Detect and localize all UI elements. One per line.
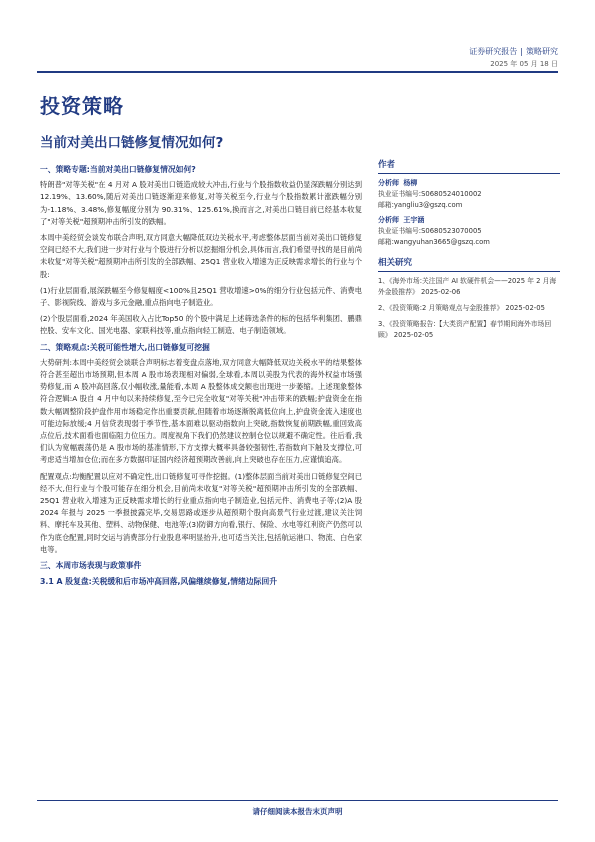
cert-number: S0680523070005 <box>421 227 482 235</box>
author-role: 分析师 <box>378 179 399 187</box>
footer-disclaimer: 请仔细阅读本报告末页声明 <box>252 807 343 816</box>
footer-rule <box>37 800 558 801</box>
header-separator: | <box>520 47 523 56</box>
section-1-paragraph-1: 特朗普"对等关税"在 4 月对 A 股对美出口链造成较大冲击,行业与个股指数收益仍显深跌幅分别达到 12.19%、13.60%,随后对美出口链逐渐迎来修复,对等关税至今,行业与个股指数累计涨跌幅分别为-1.18%、3.48%,修复幅度分别为 90.31%、125.61%,换而言之,对美出口链目前已经基本收复了"对等关税"超预期冲击所引发的跌幅。 <box>40 180 362 226</box>
report-category: 证券研究报告 <box>469 47 518 56</box>
section-2-paragraph-2: 配置观点:均衡配置以应对不确定性,出口链修复可寻作挖掘。(1)整体层面当前对美出口链修复空间已经不大,但行业与个股可能存在细分机会,目前尚未收复"对等关税"超预期冲击所引发的全部跌幅、25Q1 营业收入增速为正反映需求增长的行业重点指向电子制造业,包括元件、消费电子等;(2)A 股 2024 年报与 2025 一季报披露完毕,交易思路或逐步从超预期个股向高景气行业过渡,建议关注饲料、摩托车及其他、塑料、动物保健、电池等;(3)防御方向看,银行、保险、水电等红利资产仍然可以作为底仓配置,同时交运与消费部分行业股息率明显抬升,也可适当关注,包括航运港口、物流、白色家电等。 <box>40 471 362 554</box>
section-2-title: 二、策略观点:关税可能性增大,出口链修复可挖掘 <box>40 342 210 352</box>
section-1-paragraph-4: (2)个股层面看,2024 年美国收入占比Top50 的个股中满足上述筛选条件的标的包括华利集团、鹏鼎控股、安车文化、国光电器、家联科技等,重点指向轻工制造、电子制造领域。 <box>40 314 362 336</box>
related-research-item[interactable]: 3、《投资策略报告:【大类资产配置】春节期间海外市场回顾》 2025-02-05 <box>378 320 552 339</box>
report-date: 2025 年 05 月 18 日 <box>490 60 558 68</box>
author-name: 王宇涵 <box>403 216 425 224</box>
section-3-title: 三、本周市场表现与政策事件 <box>40 561 142 571</box>
email-label: 邮箱: <box>378 238 394 246</box>
header-rule <box>37 71 558 73</box>
author-card <box>378 178 560 211</box>
section-1-title: 一、策略专题:当前对美出口链修复情况如何? <box>40 165 196 174</box>
section-2-paragraph-1: 大势研判:本周中美经贸会谈联合声明标志着变盘点落地,双方同意大幅降低双边关税水平的结果整体符合甚至超出市场预期,但本周 A 股市场表现相对偏弱,全球看,本周以美股为代表的海外权益市场强势修复,而 A 股冲高回落,仅小幅收涨,量能看,本周 A 股整体成交额也出现进一步萎缩。上述现象整体符合逻辑:A 股自 4 月中旬以来持续修复,至今已完全收复"对等关税"冲击带来的跌幅;护盘资金在指数大幅调整阶段护盘作用市场稳定作出重要贡献,但随着市场逐渐脱离低位向上,护盘资金流入速度也可能边际放缓;4 月信贷表现弱于季节性,基本面难以驱动指数向上突破,指数恢复前期跌幅,重回致高点位后,技术面看也面临阻力位压力。周度视角下我们仍然建议控制仓位以规避不确定性。往后看,我们认为宽幅震荡仍是 A 股市场的基准情形,下方支撑大概率具备较强韧性,若指数向下触及支撑位,可考虑适当增加仓位;而在多方数据印证国内经济超预期改善前,向上突破也存在压力,应谨慎追高。 <box>40 357 362 465</box>
report-subcategory: 策略研究 <box>526 47 558 56</box>
cert-number: S0680524010002 <box>421 190 482 198</box>
related-research-item[interactable]: 2、《投资策略:2 月策略观点与金股推荐》 2025-02-05 <box>378 304 545 312</box>
main-body <box>40 160 362 592</box>
section-1-paragraph-2: 本周中美经贸会谈发布联合声明,双方同意大幅降低双边关税水平,考虑整体层面当前对美出口链修复空间已经不大,我们进一步对行业与个股进行分析以挖掘细分机会,具体而言,我们希望寻找的是目前尚未收复"对等关税"超预期冲击所引发的全部跌幅、25Q1 营业收入增速为正反映需求增长的行业与个股: <box>40 233 362 279</box>
author-heading: 作者 <box>378 160 560 174</box>
author-name: 杨柳 <box>403 179 418 187</box>
related-research-heading: 相关研究 <box>378 258 560 272</box>
section-3-1-title: 3.1 A 股复盘:关税缓和后市场冲高回落,风偏继续修复,情绪边际回升 <box>40 577 278 587</box>
author-role: 分析师 <box>378 216 399 224</box>
email-label: 邮箱: <box>378 201 394 209</box>
author-card <box>378 215 560 248</box>
doc-type-title: 投资策略 <box>40 94 124 118</box>
author-email[interactable]: wangyuhan3665@gszq.com <box>393 238 490 246</box>
cert-label: 执业证书编号: <box>378 190 422 198</box>
related-research-item[interactable]: 1、《海外市场:关注国产 AI 软硬件机会——2025 年 2 月海外金股推荐》 2025-02-06 <box>378 277 557 296</box>
sidebar <box>378 160 560 346</box>
report-header <box>469 46 558 70</box>
author-email[interactable]: yangliu3@gszq.com <box>393 201 463 209</box>
section-1-paragraph-3: (1)行业层面看,展深跌幅至今修复幅度<100%且25Q1 营收增速>0%的细分行业包括元件、消费电子、影视院线、游戏与多元金融,重点指向电子制造业。 <box>40 285 362 308</box>
cert-label: 执业证书编号: <box>378 227 422 235</box>
report-headline: 当前对美出口链修复情况如何? <box>40 135 224 151</box>
